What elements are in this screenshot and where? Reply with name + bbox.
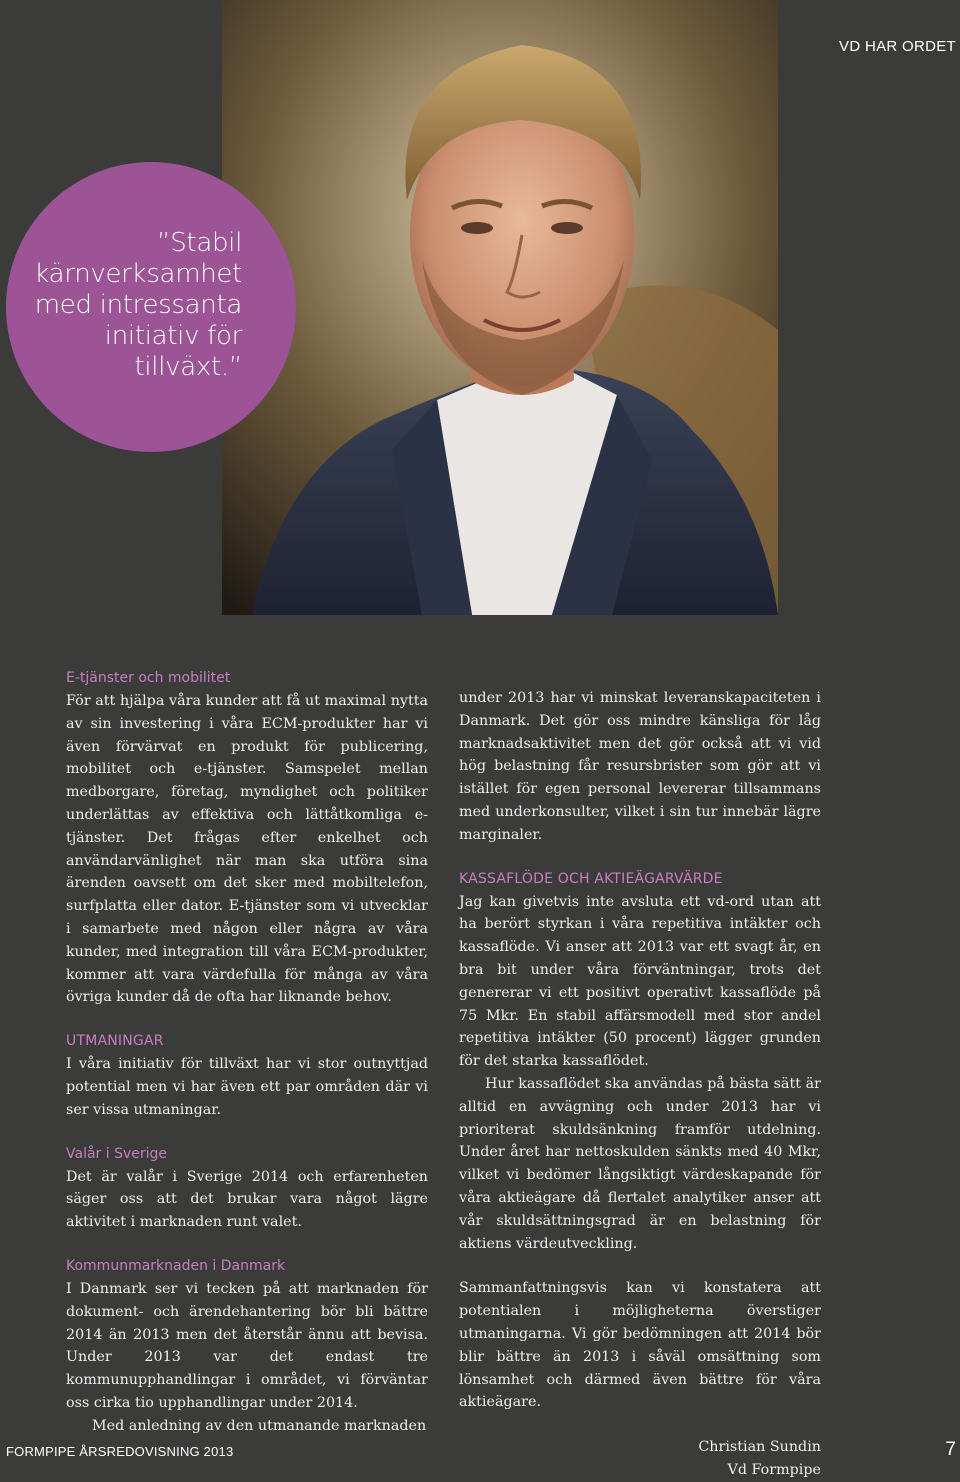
subheading-denmark: Kommunmarknaden i Danmark (66, 1257, 286, 1274)
section-tag: VD HAR ORDET (839, 38, 956, 55)
paragraph-e-services: För att hjälpa våra kunder att få ut maximal nytta av sin investering i våra ECM-produkter har vi även förvärvat en produkt för publicering, mobilitet och e-tjänster. Samspelet mellan medborgare, företag, myndighet och politiker underlättas av effektiva och lättåtkomliga e-tjänster. Det frågas efter enkelhet och användarvänlighet när man ska utföra sina ärenden oavsett om det sker med mobiltelefon, surfplatta eller dator. E-tjänster som vi utvecklar i samarbete med någon eller några av våra kunder, med integration till våra ECM-produkter, kommer att vara värdefulla för många av våra övriga kunder då de ofta har liknande behov. (66, 693, 428, 1006)
signature-title: Vd Formpipe (727, 1461, 821, 1478)
paragraph-election-year: Det är valår i Sverige 2014 och erfarenheten säger oss att det brukar vara något lägre aktivitet i marknaden runt valet. (66, 1168, 428, 1231)
paragraph-cashflow: Jag kan givetvis inte avsluta ett vd-ord utan att ha berört styrkan i våra repetitiva intäkter och kassaflöde. Vi anser att 2013 var ett svagt år, en bra bit under våra förväntningar, trots det genererar vi ett positivt operativt kassaflöde på 75 Mkr. En stabil affärsmodell med stor andel repetitiva intäkter (50 procent) lägger grunden för det starka kassaflödet. (459, 893, 821, 1070)
subheading-election-year: Valår i Sverige (66, 1145, 168, 1162)
subheading-cashflow: KASSAFLÖDE OCH AKTIEÄGARVÄRDE (459, 870, 723, 887)
signature-name: Christian Sundin (698, 1439, 821, 1456)
paragraph-cashflow-2: Hur kassaflödet ska användas på bästa sätt är alltid en avvägning och under 2013 har vi prioriterat skuldsänkning framför utdelning. Under året har nettoskulden sänkts med 40 Mkr, vilket vi bedömer långsiktigt värdeskapande för våra aktieägare då flertalet analytiker anser att vår skuldsättningsgrad är en belastning för aktiens värdeutveckling. (459, 1075, 821, 1252)
left-column (66, 668, 428, 1438)
portrait-photo (222, 0, 778, 615)
page-number: 7 (945, 1439, 956, 1460)
right-column (459, 687, 821, 1482)
portrait-illustration (222, 0, 778, 615)
paragraph-denmark-continuation: under 2013 har vi minskat leveranskapaciteten i Danmark. Det gör oss mindre känsliga för låg marknadsaktivitet men det gör också att vi vid hög belastning får resursbrister som gör att vi istället för egen personal levererar tillsammans med underkonsulter, vilket i sin tur innebär lägre marginaler. (459, 690, 821, 843)
paragraph-summary: Sammanfattningsvis kan vi konstatera att potentialen i möjligheterna överstiger utmaningarna. Vi gör bedömningen att 2014 bör blir bättre än 2013 i såväl omsättning som lönsamhet och därmed även bättre för våra aktieägare. (459, 1280, 821, 1411)
footer (0, 1431, 960, 1461)
paragraph-denmark-continued: Med anledning av den utmanande marknaden (92, 1417, 427, 1434)
pull-quote: ”Stabil kärnverksamhet med intressanta initiativ för tillväxt.” (34, 228, 242, 382)
subheading-challenges: UTMANINGAR (66, 1033, 164, 1050)
paragraph-challenges: I våra initiativ för tillväxt har vi stor outnyttjad potential men vi har även ett par områden där vi ser vissa utmaningar. (66, 1056, 428, 1118)
paragraph-denmark: I Danmark ser vi tecken på att marknaden för dokument- och ärendehantering bör bli bättre 2014 än 2013 men det återstår ännu att bevisa. Under 2013 var det endast tre kommunupphandlingar i området, vi förväntar oss cirka tio upphandlingar under 2014. (66, 1280, 428, 1411)
subheading-e-services: E-tjänster och mobilitet (66, 670, 231, 686)
footer-publication: FORMPIPE ÅRSREDOVISNING 2013 (6, 1444, 234, 1459)
